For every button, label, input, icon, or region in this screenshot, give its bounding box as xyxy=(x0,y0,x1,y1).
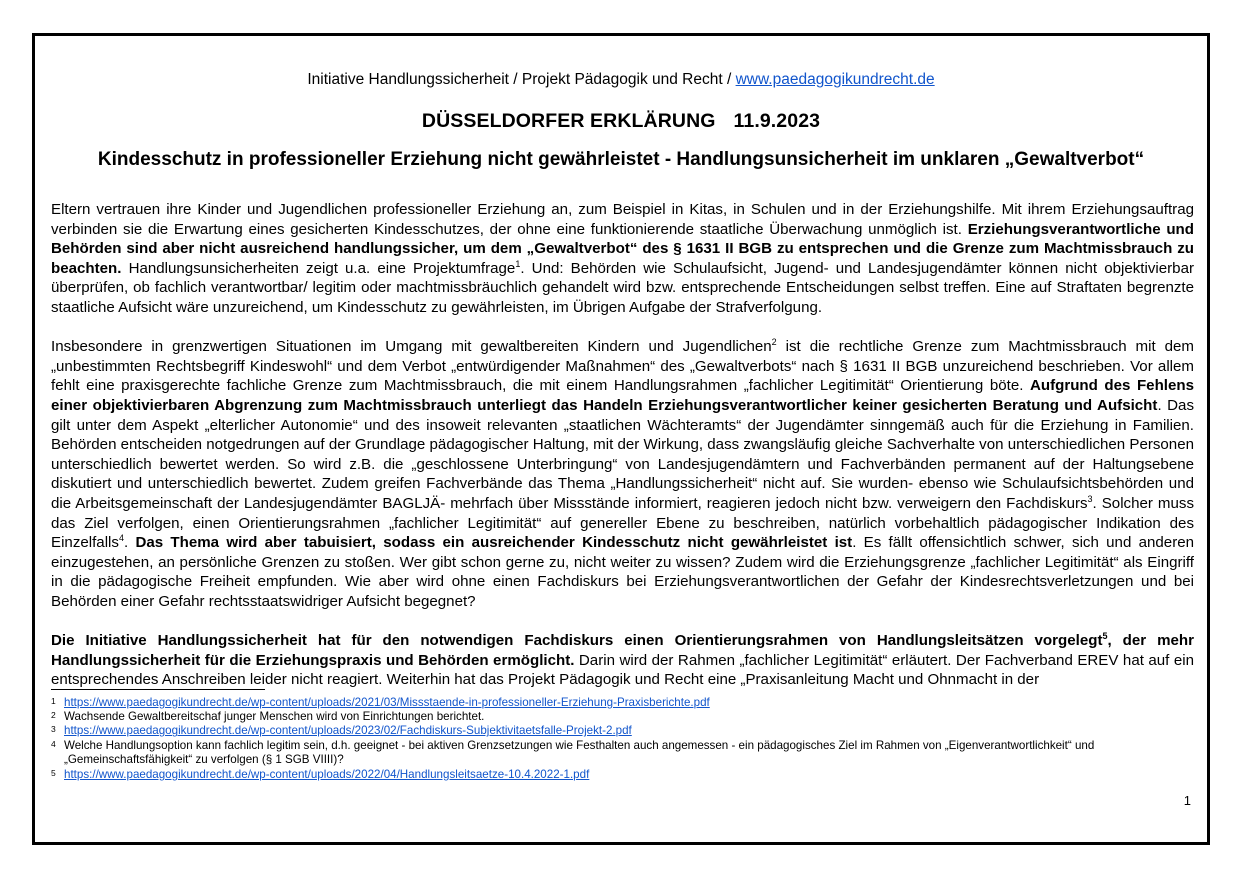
footnote-5 xyxy=(51,768,1191,782)
paragraph-3-text-c: Darin wird der Rahmen „fachlicher Legitimität“ erläutert. Der Fachverband EREV hat auf ein entsprechendes Anschreiben leider nicht reagiert. Weiterhin hat das Projekt Pädagogik und Recht eine „Praxisanleitung Macht und Ohnmacht in der xyxy=(51,651,1195,689)
footnote-ref-5: 5 xyxy=(1102,631,1108,642)
footnote-ref-3: 3 xyxy=(1087,493,1093,504)
footnote-4 xyxy=(51,739,1191,767)
footnote-1-link[interactable]: https://www.paedagogikundrecht.de/wp-content/uploads/2021/03/Missstaende-in-professioneller-Erziehung-Praxisberichte.pdf xyxy=(64,696,710,709)
document-title xyxy=(35,110,1207,133)
paragraph-2-bold-2: Das Thema wird aber tabuisiert, sodass ein ausreichender Kindesschutz nicht gewährleistet ist xyxy=(135,534,853,552)
footnote-number: 1 xyxy=(51,696,56,706)
paragraph-3-bold-b: , der mehr Handlungssicherheit für die Erziehungspraxis und Behörden ermöglicht. xyxy=(51,632,1194,669)
paragraph-3 xyxy=(51,631,1194,690)
title-date: 11.9.2023 xyxy=(733,110,821,132)
paragraph-2-bold-1: Aufgrund des Fehlens einer objektivierbaren Abgrenzung zum Machtmissbrauch unterliegt das Handeln Erziehungsverantwortlicher keiner gesicherten Beratung und Aufsicht xyxy=(51,377,1194,414)
footnote-number: 3 xyxy=(51,724,56,735)
footnote-number: 4 xyxy=(51,738,56,749)
paragraph-2 xyxy=(51,337,1194,611)
paragraph-1-text-d: . Und: Behörden wie Schulaufsicht, Jugend- und Landesjugendämter können nicht objektivierbar überprüfen, ob fachlich verantwortbar/ legitim oder machtmissbräuchlich gehandelt wird bzw. entsprechende Entscheidungen selbst treffen. Eine auf Straftaten begrenzte staatliche Aufsicht wäre unzureichend, um Kindesschutz zu gewährleisten, im Übrigen Aufgabe der Strafverfolgung. xyxy=(51,259,1194,316)
document-page xyxy=(32,33,1210,845)
footnote-ref-4: 4 xyxy=(118,533,124,544)
page-header xyxy=(35,71,1207,89)
footnote-number: 5 xyxy=(51,768,56,779)
paragraph-1-text-a: Eltern vertrauen ihre Kinder und Jugendlichen professioneller Erziehung an, zum Beispiel in Kitas, in Schulen und in der Erziehungshilfe. Mit ihrem Erziehungsauftrag verbinden sie die Erwartung eines gesicherten Kindesschutzes, der ohne eine funktionierende staatliche Überwachung unmöglich ist. xyxy=(51,201,1194,238)
paragraph-2-text-h: . Es fällt offensichtlich schwer, sich und anderen einzugestehen, an persönliche Grenzen zu stoßen. Wer gibt schon gerne zu, nicht weiter zu wissen? Zudem wird die Erziehungsgrenze „fachlicher Legitimität“ als Eingriff in die pädagogische Freiheit empfunden. Wie aber wird ohne einen Fachdiskurs bei Erziehungsverantwortlichen der Gefahr der Kindesrechtsverletzungen und bei Behörden einer Gefahr rechtsstaatswidriger Aufsicht begegnet? xyxy=(51,534,1195,610)
footnote-5-link[interactable]: https://www.paedagogikundrecht.de/wp-content/uploads/2022/04/Handlungsleitsaetze-10.4.2022-1.pdf xyxy=(64,768,590,782)
paragraph-3-bold-a: Die Initiative Handlungssicherheit hat für den notwendigen Fachdiskurs einen Orientierungsrahmen von Handlungsleitsätzen vorgelegt xyxy=(51,632,1103,650)
footnote-separator xyxy=(51,689,265,690)
header-text: Initiative Handlungssicherheit / Projekt Pädagogik und Recht / xyxy=(307,71,736,88)
title-name: DÜSSELDORFER ERKLÄRUNG xyxy=(421,110,716,132)
paragraph-2-text-f: . xyxy=(123,534,136,552)
footnote-number: 2 xyxy=(51,710,56,721)
footnote-3 xyxy=(51,724,1191,738)
footnotes xyxy=(51,696,1191,782)
paragraph-2-text-b: ist die rechtliche Grenze zum Machtmissbrauch mit dem „unbestimmten Rechtsbegriff Kindeswohl“ und dem Verbot „entwürdigender Maßnahmen“ des „Gewaltverbots“ nach § 1631 II BGB unzureichend beschrieben. Vor allem fehlt eine praxisgerechte fachliche Grenze zum Machtmissbrauch, die mit einem Handlungsrahmen „fachlicher Legitimität“ Orientierung böte. xyxy=(51,338,1194,395)
paragraph-1-text-c: Handlungsunsicherheiten zeigt u.a. eine Projektumfrage xyxy=(121,259,516,277)
footnote-ref-2: 2 xyxy=(771,337,777,348)
paragraph-2-text-a: Insbesondere in grenzwertigen Situationen im Umgang mit gewaltbereiten Kindern und Jugendlichen xyxy=(51,338,772,356)
footnote-4-text: Welche Handlungsoption kann fachlich legitim sein, d.h. geeignet - bei aktiven Grenzsetzungen wie Festhalten auch angemessen - ein pädagogisches Ziel im Rahmen von „Eigenverantwortlichkeit“ und „Gemeinschaftsfähigkeit“ zu verfolgen (§ 1 SGB VIIII)? xyxy=(64,738,1095,766)
footnote-1 xyxy=(51,696,1191,710)
paragraph-2-text-d: . Das gilt unter dem Aspekt „elterlicher Autonomie“ und des insoweit relevanten „staatlichen Wächteramts“ der Jugendämter sinngemäß auch für die Erziehung in Familien. Behörden entscheiden notgedrungen auf der Grundlage pädagogischer Haltung, mit der Wirkung, dass zwangsläufig gleiche Sachverhalte von unterschiedlichen Personen unterschiedlich bewertet werden. So wird z.B. die „geschlossene Unterbringung“ von Landesjugendämtern und Fachverbänden permanent auf der Haltungsebene diskutiert und unterschiedlich bewertet. Zudem greifen Fachverbände das Thema „Handlungssicherheit“ nicht auf. Sie wurden- ebenso wie Schulaufsichtsbehörden und die Arbeitsgemeinschaft der Landesjugendämter BAGLJÄ- mehrfach über Missstände informiert, reagieren jedoch nicht bzw. verweigern den Fachdiskurs xyxy=(51,396,1194,512)
website-link[interactable]: www.paedagogikundrecht.de xyxy=(735,71,935,88)
footnote-2-text: Wachsende Gewaltbereitschaf junger Menschen wird von Einrichtungen berichtet. xyxy=(64,710,485,724)
paragraph-1 xyxy=(51,200,1194,318)
document-subtitle: Kindesschutz in professioneller Erziehung nicht gewährleistet - Handlungsunsicherheit im unklaren „Gewaltverbot“ xyxy=(97,149,1145,170)
document-body xyxy=(51,200,1194,709)
paragraph-2-text-e: . Solcher muss das Ziel verfolgen, einen Orientierungsrahmen „fachlicher Legitimität“ auf genereller Ebene zu beschreiben, natürlich vorbehaltlich pädagogischer Indikation des Einzelfalls xyxy=(51,494,1194,552)
footnote-2 xyxy=(51,710,1191,724)
footnote-ref-1: 1 xyxy=(515,258,521,269)
page-number: 1 xyxy=(1183,793,1191,808)
footnote-3-link[interactable]: https://www.paedagogikundrecht.de/wp-content/uploads/2023/02/Fachdiskurs-Subjektivitaetsfalle-Projekt-2.pdf xyxy=(64,724,632,738)
paragraph-1-bold: Erziehungsverantwortliche und Behörden sind aber nicht ausreichend handlungssicher, um dem „Gewaltverbot“ des § 1631 II BGB zu entsprechen und die Grenze zum Machtmissbrauch zu beachten. xyxy=(51,220,1194,277)
